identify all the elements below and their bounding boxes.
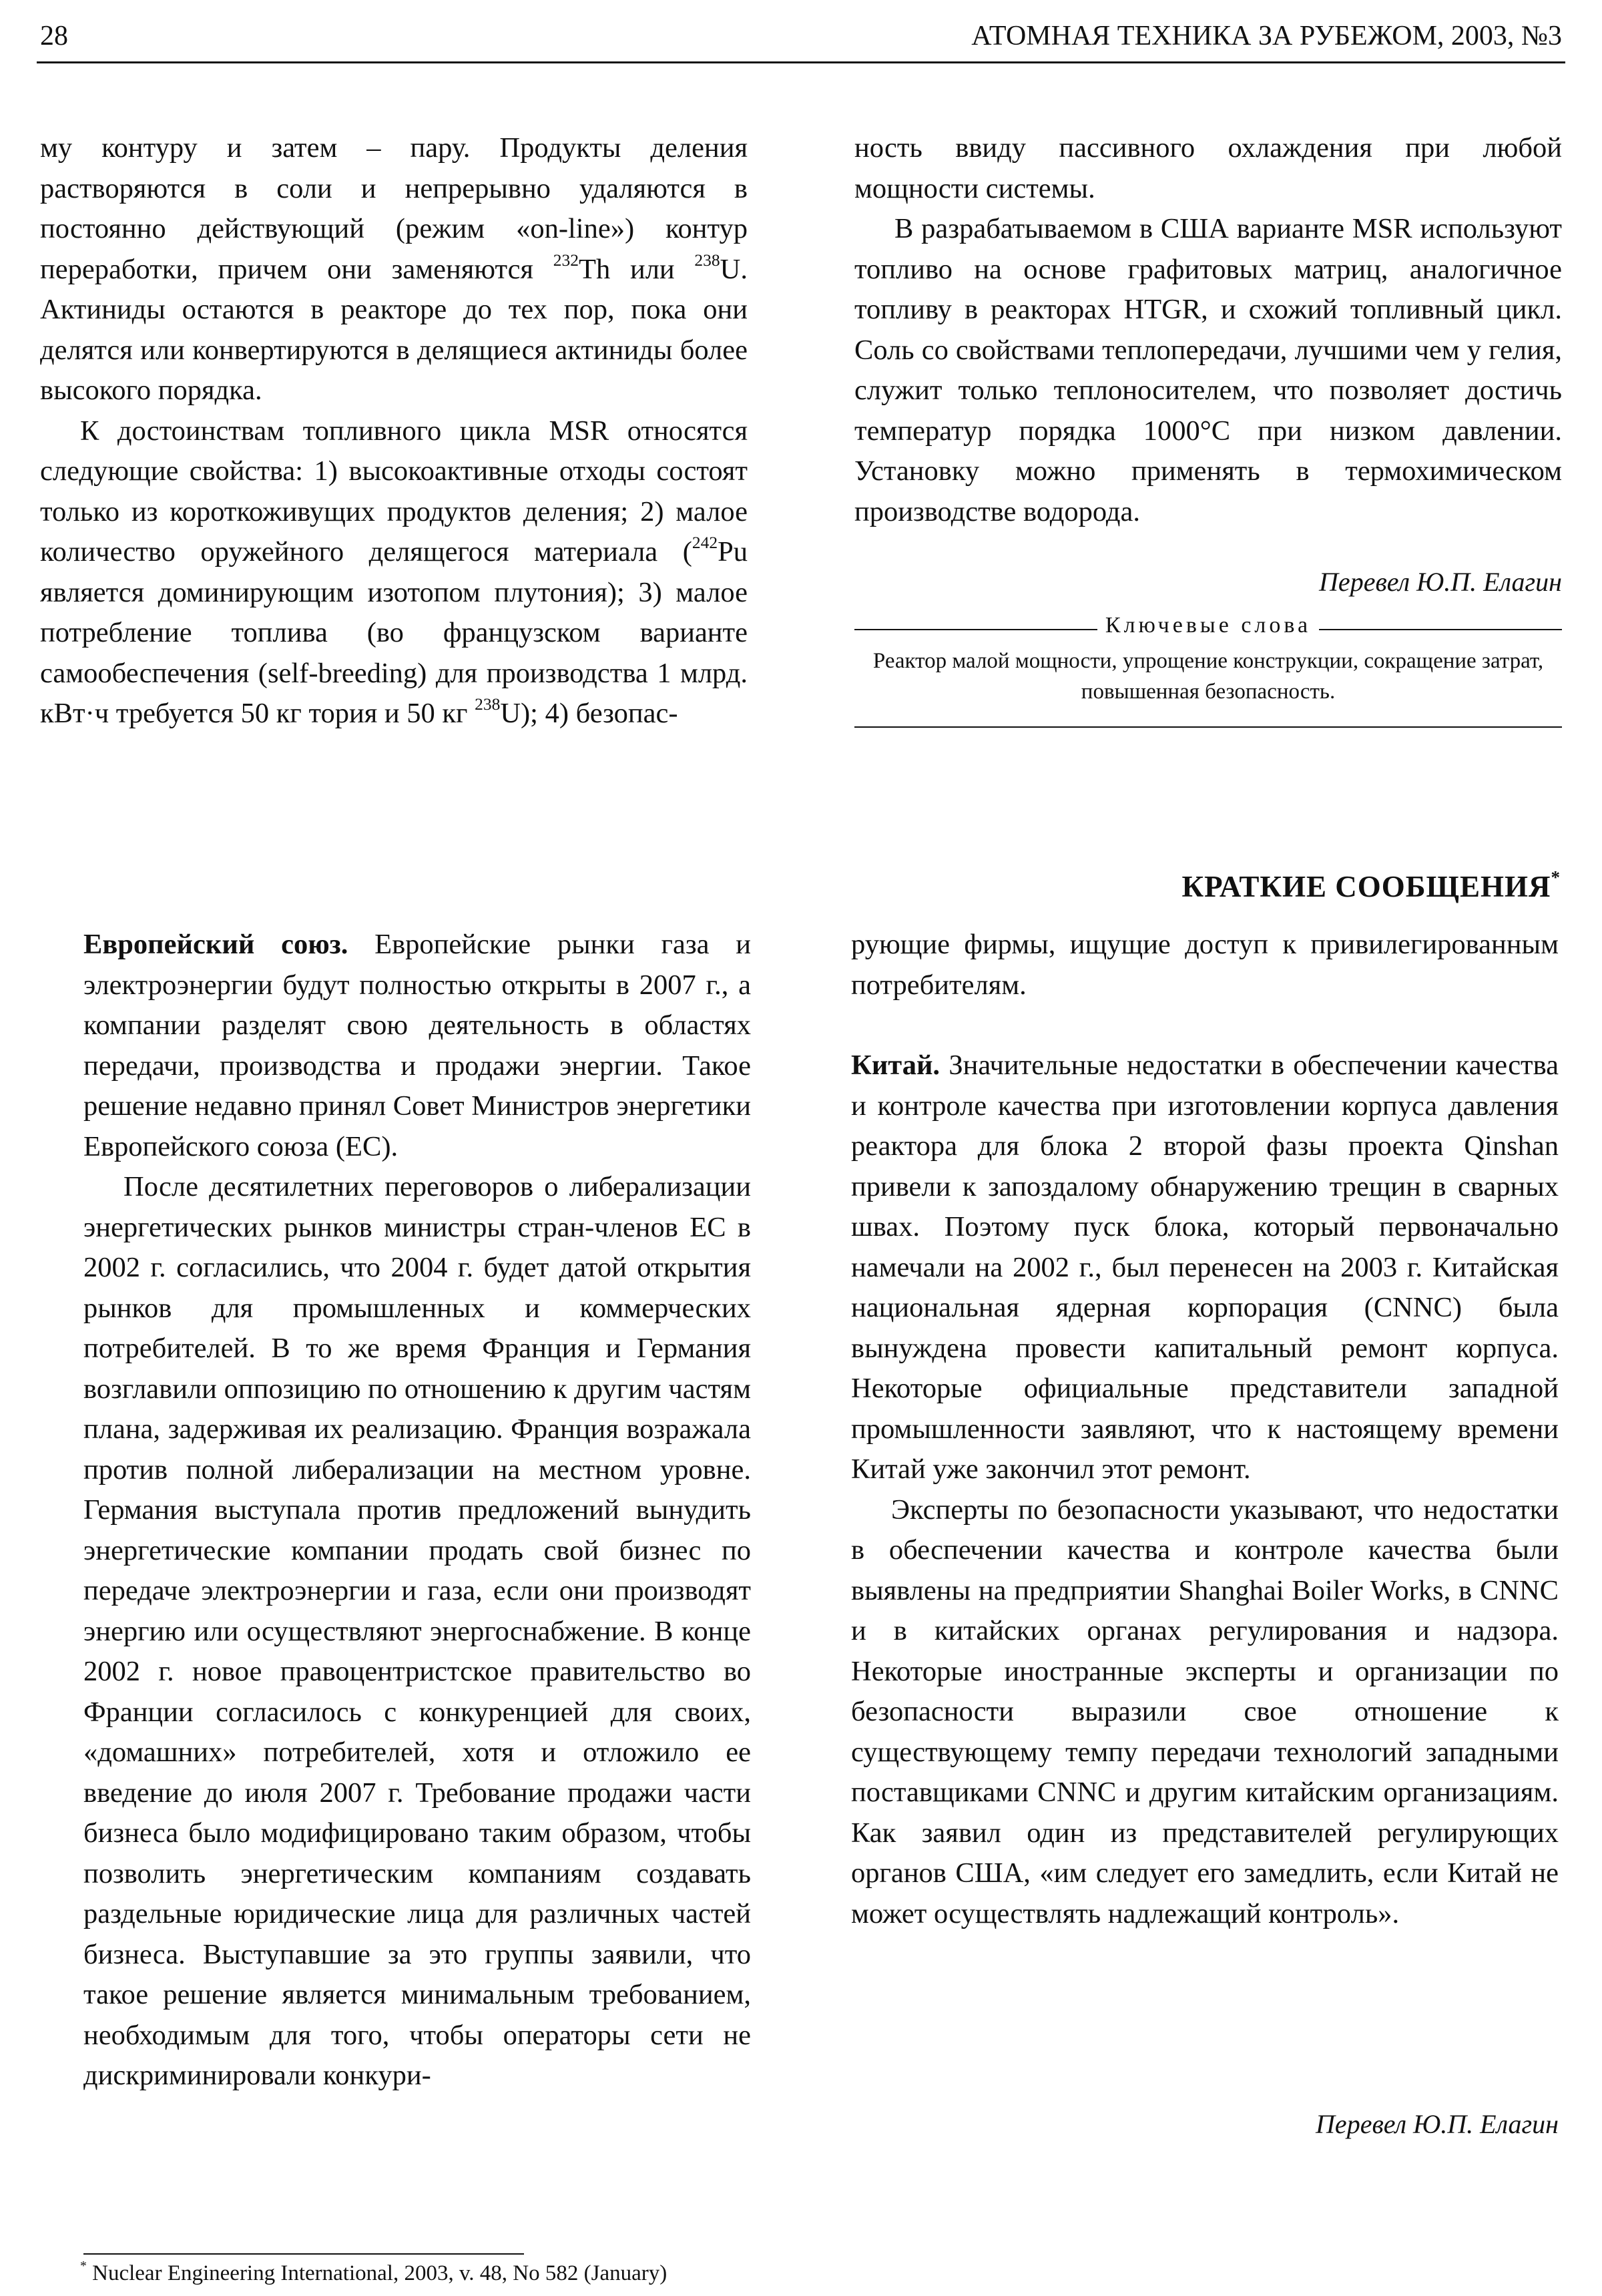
china-lead: Китай. xyxy=(851,1050,941,1081)
section-title: КРАТКИЕ СООБЩЕНИЯ* xyxy=(1181,867,1561,903)
footnote: * Nuclear Engineering International, 2003, v. 48, No 582 (January) xyxy=(80,2259,668,2285)
china-paragraph-2: Эксперты по безопасности указывают, что недостатки в обеспечении качества и контроле качества были выявлены на предприятии Shanghai Boiler Works, в CNNC и в китайских органах регулирования и надзора. Некоторые иностранные эксперты и организации по безопасности выразили свое отношение к существующему темпу передачи технологий западными поставщиками CNNC и другим китайским организациям. Как заявил один из представителей регулирующих органов США, «им следует его замедлить, если Китай не может осуществлять надлежащий контроль». xyxy=(851,1494,1559,1929)
msr-signature: Перевел Ю.П. Елагин xyxy=(1319,567,1562,597)
china-paragraph-1: Китай. Значительные недостатки в обеспечении качества и контроле качества при изготовлении корпуса давления реактора для блока 2 второй фазы проекта Qinshan привели к запоздалому обнаружению трещин в сварных швах. Поэтому пуск блока, который первоначально намечали на 2002 г., был перенесен на 2003 г. Китайская национальная ядерная корпорация (CNNC) была вынуждена провести капитальный ремонт корпуса. Некоторые официальные представители западной промышленности заявляют, что к настоящему времени Китай уже закончил этот ремонт. xyxy=(851,1050,1559,1485)
eu-paragraph-2: После десятилетних переговоров о либерализации энергетических рынков министры стран-членов ЕС в 2002 г. согласились, что 2004 г. будет датой открытия рынков для промышленных и коммерческих потребителей. В то же время Франция и Германия возглавили оппозицию по отношению к другим частям плана, задерживая их реализацию. Франция возражала против полной либерализации на местном уровне. Германия выступала против предложений вынудить энергетические компании продать свой бизнес по передаче электроэнергии и газа, если они производят энергию или осуществляют энергоснабжение. В конце 2002 г. новое правоцентристское правительство во Франции согласилось с конкуренцией для своих, «домашних» потребителей, хотя и отложило ее введение до июля 2007 г. Требование продажи части бизнеса было модифицировано таким образом, чтобы позволить энергетическим компаниям создавать раздельные юридические лица для различных частей бизнеса. Выступавшие за это группы заявили, что такое решение является минимальным требованием, необходимым для того, чтобы операторы сети не дискриминировали конкури- xyxy=(83,1171,751,2091)
eu-lead: Европейский союз. xyxy=(83,929,348,960)
news-signature: Перевел Ю.П. Елагин xyxy=(1316,2109,1559,2139)
news-right-column xyxy=(851,925,1559,1934)
eu-continuation: рующие фирмы, ищущие доступ к привилегированным потребителям. xyxy=(851,929,1559,1001)
keywords-text: Реактор малой мощности, упрощение конструкции, сокращение затрат, повышенная безопасность. xyxy=(872,649,1544,704)
keywords-rule-bottom xyxy=(854,726,1562,728)
msr-paragraph-2: К достоинствам топливного цикла MSR относятся следующие свойства: 1) высокоактивные отходы состоят только из короткоживущих продуктов деления; 2) малое количество оружейного делящегося материала ($^{242}$Pu является доминирующим изотопом плутония); 3) малое потребление топлива (во французском варианте самообеспечения (self-breeding) для производства 1 млрд. кВт·ч требуется 50 кг тория и 50 кг $^{238}$U); 4) безопас- xyxy=(40,415,748,729)
msr-right-column xyxy=(854,128,1562,532)
news-left-column xyxy=(83,925,751,2096)
msr-paragraph-3: ность ввиду пассивного охлаждения при любой мощности системы. xyxy=(854,132,1562,204)
msr-left-column xyxy=(40,128,748,734)
header-rule xyxy=(37,61,1565,63)
footnote-rule xyxy=(83,2253,524,2255)
eu-paragraph-1: Европейский союз. Европейские рынки газа и электроэнергии будут полностью открыты в 2007 г., а компании разделят свою деятельность в областях передачи, производства и продажи энергии. Такое решение недавно принял Совет Министров энергетики Европейского союза (ЕС). xyxy=(83,929,751,1162)
msr-paragraph-4: В разрабатываемом в США варианте MSR используют топливо на основе графитовых матриц, аналогичное топливу в реакторах HTGR, и схожий топливный цикл. Соль со свойствами теплопередачи, лучшими чем у гелия, служит только теплоносителем, что позволяет достичь температур порядка 1000°С при низком давлении. Установку можно применять в термохимическом производстве водорода. xyxy=(854,213,1562,527)
page-number: 28 xyxy=(40,21,68,51)
journal-header: АТОМНАЯ ТЕХНИКА ЗА РУБЕЖОМ, 2003, №3 xyxy=(971,21,1562,51)
msr-paragraph-1: му контуру и затем – пару. Продукты деления растворяются в соли и непрерывно удаляются в постоянно действующий (режим «on-line») контур переработки, причем они заменяются $^{232}$Th или $^{238}$U. Актиниды остаются в реакторе до тех пор, пока они делятся или конвертируются в делящиеся актиниды более высокого порядка. xyxy=(40,132,748,406)
keywords-title: Ключевые слова xyxy=(1097,613,1319,638)
